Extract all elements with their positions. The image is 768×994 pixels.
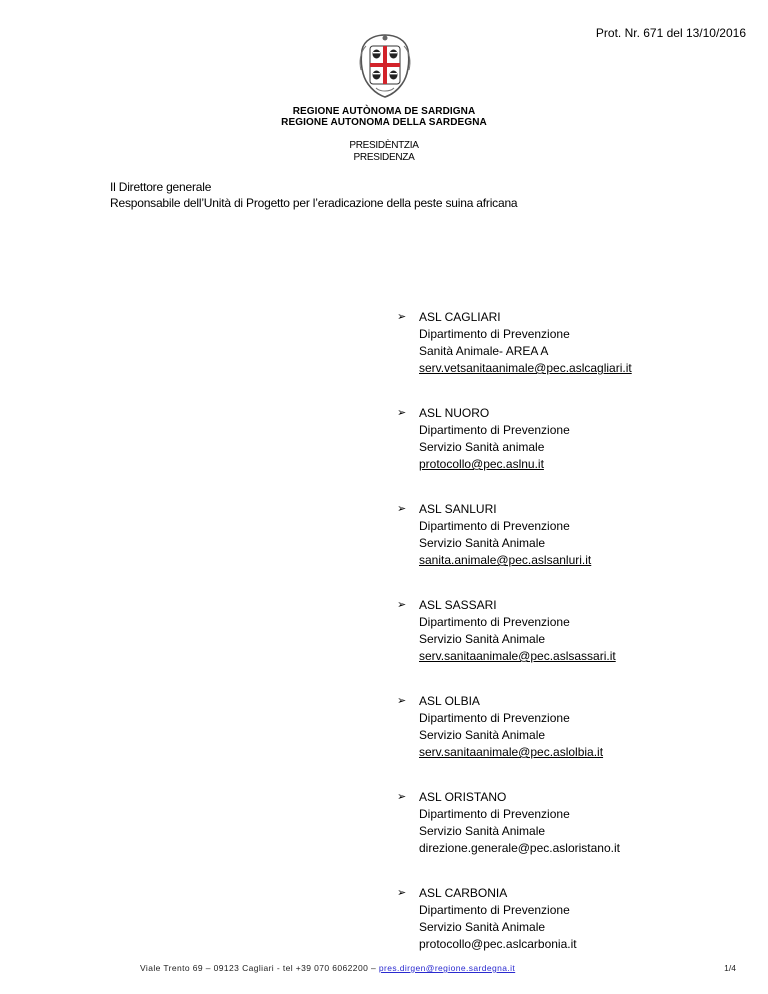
recipient-service: Servizio Sanità animale — [419, 440, 545, 454]
recipient-email-link[interactable]: serv.vetsanitaanimale@pec.aslcagliari.it — [419, 361, 632, 375]
recipient-email: direzione.generale@pec.asloristano.it — [419, 841, 620, 855]
recipient-dept: Dipartimento di Prevenzione — [419, 519, 570, 533]
regional-crest-logo — [356, 32, 414, 100]
recipient-name: ASL OLBIA — [419, 694, 480, 708]
recipient-name: ASL CAGLIARI — [419, 310, 501, 324]
recipient-email-link[interactable]: protocollo@pec.aslnu.it — [419, 457, 544, 471]
arrow-bullet-icon: ➢ — [397, 695, 407, 707]
recipient-name: ASL SASSARI — [419, 598, 497, 612]
recipient-email: protocollo@pec.aslcarbonia.it — [419, 937, 577, 951]
director-title: Il Direttore generale — [110, 180, 212, 194]
recipient-item — [397, 885, 737, 953]
recipient-item — [397, 597, 737, 665]
page-number: 1/4 — [724, 963, 736, 973]
recipient-item — [397, 789, 737, 857]
recipient-dept: Dipartimento di Prevenzione — [419, 327, 570, 341]
sender-block — [110, 179, 517, 211]
recipients-list — [397, 309, 737, 981]
recipient-dept: Dipartimento di Prevenzione — [419, 615, 570, 629]
footer — [140, 963, 515, 973]
footer-address: Viale Trento 69 – 09123 Cagliari - tel +39 070 6062200 – — [140, 963, 379, 973]
recipient-service: Servizio Sanità Animale — [419, 632, 546, 646]
arrow-bullet-icon: ➢ — [397, 887, 407, 899]
arrow-bullet-icon: ➢ — [397, 503, 407, 515]
recipient-name: ASL CARBONIA — [419, 886, 508, 900]
recipient-item — [397, 693, 737, 761]
region-name-sardinian: REGIONE AUTÒNOMA DE SARDIGNA — [292, 106, 476, 117]
recipient-service: Servizio Sanità Animale — [419, 824, 546, 838]
header — [0, 106, 768, 164]
recipient-name: ASL ORISTANO — [419, 790, 507, 804]
protocol-number: Prot. Nr. 671 del 13/10/2016 — [595, 26, 746, 40]
recipient-email-link[interactable]: sanita.animale@pec.aslsanluri.it — [419, 553, 592, 567]
recipient-item — [397, 309, 737, 377]
recipient-service: Servizio Sanità Animale — [419, 728, 546, 742]
recipient-dept: Dipartimento di Prevenzione — [419, 423, 570, 437]
recipient-name: ASL SANLURI — [419, 502, 497, 516]
footer-email-link[interactable]: pres.dirgen@regione.sardegna.it — [378, 963, 516, 973]
arrow-bullet-icon: ➢ — [397, 311, 407, 323]
arrow-bullet-icon: ➢ — [397, 407, 407, 419]
recipient-name: ASL NUORO — [419, 406, 490, 420]
recipient-service: Sanità Animale- AREA A — [419, 344, 549, 358]
arrow-bullet-icon: ➢ — [397, 791, 407, 803]
recipient-dept: Dipartimento di Prevenzione — [419, 807, 570, 821]
director-role: Responsabile dell’Unità di Progetto per l’eradicazione della peste suina africana — [110, 196, 518, 210]
office-sardinian: PRESIDÈNTZIA — [349, 140, 419, 151]
recipient-service: Servizio Sanità Animale — [419, 536, 546, 550]
region-name-italian: REGIONE AUTONOMA DELLA SARDEGNA — [281, 117, 487, 128]
recipient-dept: Dipartimento di Prevenzione — [419, 711, 570, 725]
arrow-bullet-icon: ➢ — [397, 599, 407, 611]
recipient-item — [397, 405, 737, 473]
office-italian: PRESIDENZA — [353, 152, 415, 163]
recipient-service: Servizio Sanità Animale — [419, 920, 546, 934]
recipient-dept: Dipartimento di Prevenzione — [419, 903, 570, 917]
recipient-item — [397, 501, 737, 569]
recipient-email-link[interactable]: serv.sanitaanimale@pec.aslsassari.it — [419, 649, 616, 663]
recipient-email-link[interactable]: serv.sanitaanimale@pec.aslolbia.it — [419, 745, 604, 759]
